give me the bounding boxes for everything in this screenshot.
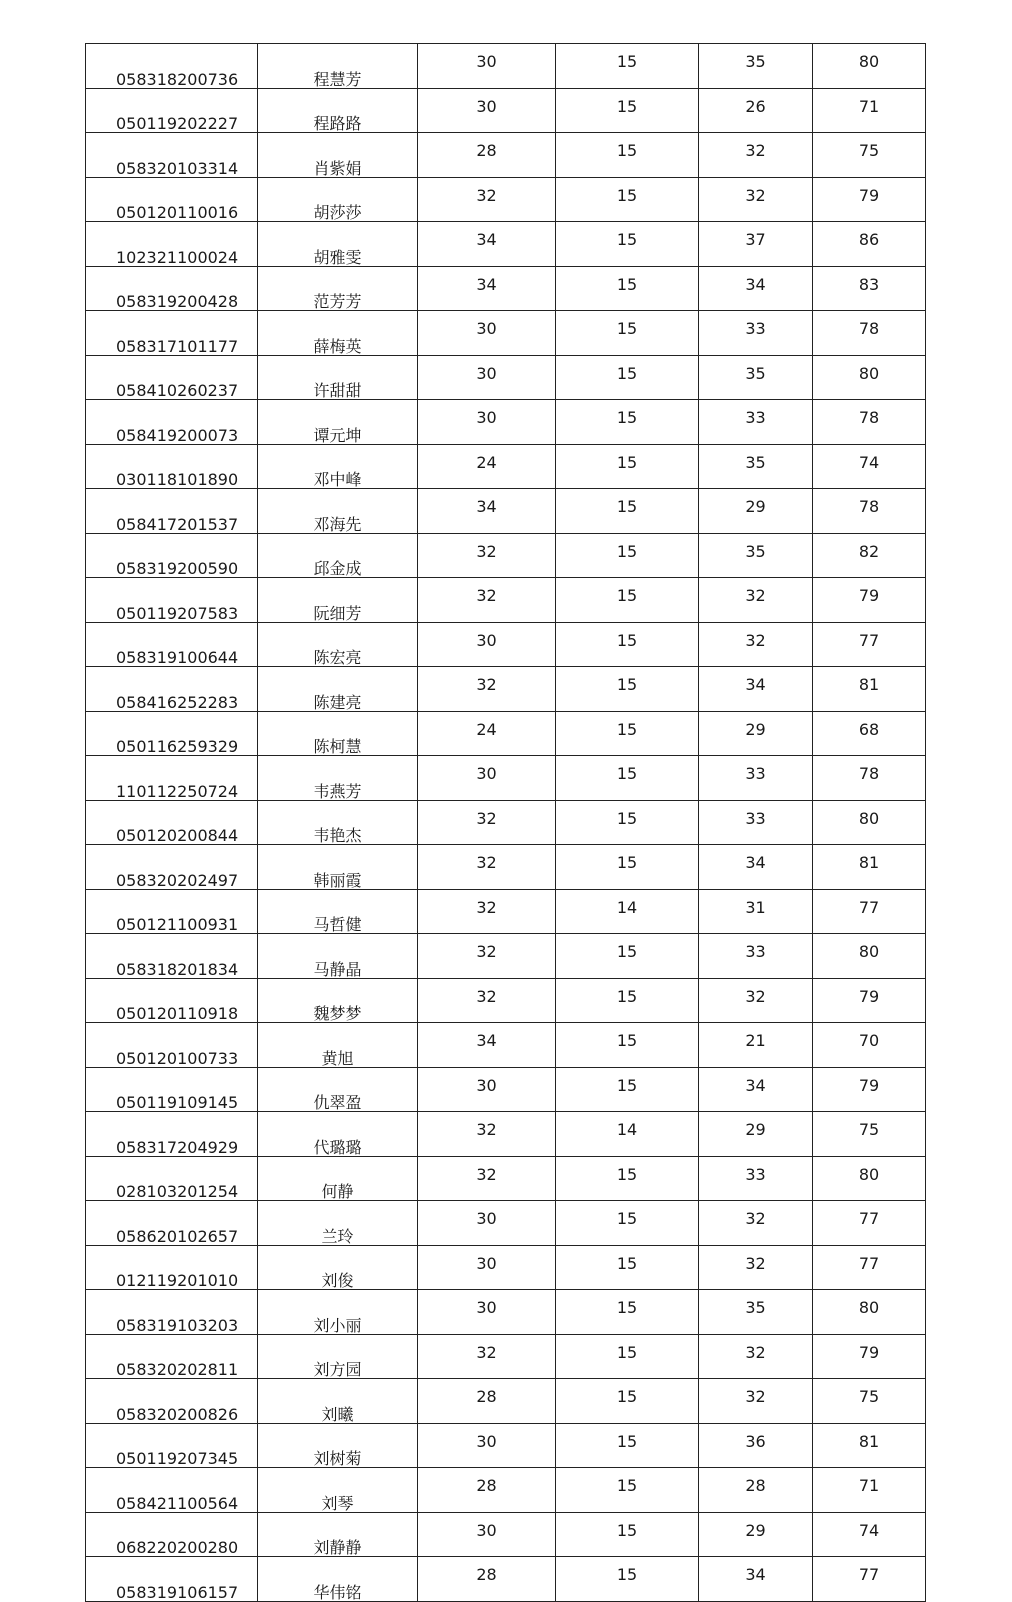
candidate-id-cell: 058416252283 [86,667,258,712]
table-row [86,1245,926,1290]
score-3-cell: 29 [699,711,813,756]
score-2-cell: 15 [556,711,699,756]
candidate-id-cell: 050121100931 [86,889,258,934]
score-3-cell: 33 [699,311,813,356]
score-3-cell: 35 [699,44,813,89]
score-1-cell: 32 [418,1334,556,1379]
candidate-id-cell: 050119207345 [86,1423,258,1468]
table-row [86,1290,926,1335]
score-3-cell: 34 [699,266,813,311]
table-row [86,667,926,712]
total-score-cell: 80 [813,1290,926,1335]
score-3-cell: 32 [699,177,813,222]
total-score-cell: 79 [813,578,926,623]
candidate-name-cell: 华伟铭 [258,1557,418,1602]
score-1-cell: 34 [418,1023,556,1068]
candidate-id-cell: 058320200826 [86,1379,258,1424]
score-1-cell: 34 [418,489,556,534]
table-row [86,444,926,489]
candidate-name-cell: 马静晶 [258,934,418,979]
candidate-id-cell: 058421100564 [86,1468,258,1513]
candidate-id-cell: 058620102657 [86,1201,258,1246]
score-2-cell: 15 [556,1156,699,1201]
candidate-name-cell: 许甜甜 [258,355,418,400]
score-table-body [86,44,926,1602]
candidate-id-cell: 058317204929 [86,1112,258,1157]
table-row [86,266,926,311]
candidate-id-cell: 058410260237 [86,355,258,400]
score-2-cell: 15 [556,444,699,489]
score-3-cell: 33 [699,400,813,445]
candidate-name-cell: 魏梦梦 [258,978,418,1023]
table-row [86,800,926,845]
score-3-cell: 36 [699,1423,813,1468]
score-2-cell: 15 [556,1245,699,1290]
candidate-name-cell: 韩丽霞 [258,845,418,890]
score-2-cell: 15 [556,311,699,356]
total-score-cell: 78 [813,489,926,534]
score-1-cell: 32 [418,533,556,578]
score-2-cell: 15 [556,1067,699,1112]
table-row [86,578,926,623]
candidate-name-cell: 陈柯慧 [258,711,418,756]
score-3-cell: 32 [699,1245,813,1290]
table-row [86,88,926,133]
score-1-cell: 30 [418,355,556,400]
table-row [86,1379,926,1424]
table-row [86,44,926,89]
total-score-cell: 82 [813,533,926,578]
candidate-name-cell: 胡莎莎 [258,177,418,222]
table-row [86,845,926,890]
total-score-cell: 74 [813,1512,926,1557]
total-score-cell: 81 [813,667,926,712]
table-row [86,311,926,356]
table-row [86,1201,926,1246]
candidate-id-cell: 050120100733 [86,1023,258,1068]
candidate-name-cell: 刘琴 [258,1468,418,1513]
score-1-cell: 32 [418,1156,556,1201]
score-2-cell: 15 [556,1468,699,1513]
total-score-cell: 75 [813,1112,926,1157]
score-table [85,43,926,1602]
total-score-cell: 75 [813,133,926,178]
score-2-cell: 15 [556,1334,699,1379]
table-row [86,1067,926,1112]
candidate-id-cell: 050120110918 [86,978,258,1023]
score-1-cell: 24 [418,444,556,489]
score-2-cell: 15 [556,1512,699,1557]
score-3-cell: 33 [699,800,813,845]
total-score-cell: 77 [813,1245,926,1290]
score-1-cell: 32 [418,667,556,712]
table-row [86,1156,926,1201]
score-2-cell: 15 [556,489,699,534]
candidate-id-cell: 030118101890 [86,444,258,489]
table-row [86,1423,926,1468]
total-score-cell: 68 [813,711,926,756]
candidate-id-cell: 058320103314 [86,133,258,178]
candidate-name-cell: 范芳芳 [258,266,418,311]
table-row [86,978,926,1023]
table-row [86,177,926,222]
table-row [86,1112,926,1157]
candidate-name-cell: 黄旭 [258,1023,418,1068]
table-row [86,1557,926,1602]
total-score-cell: 75 [813,1379,926,1424]
score-3-cell: 35 [699,1290,813,1335]
score-1-cell: 28 [418,1468,556,1513]
score-3-cell: 37 [699,222,813,267]
total-score-cell: 74 [813,444,926,489]
candidate-name-cell: 刘小丽 [258,1290,418,1335]
score-3-cell: 29 [699,1112,813,1157]
candidate-name-cell: 韦燕芳 [258,756,418,801]
candidate-name-cell: 肖紫娟 [258,133,418,178]
candidate-id-cell: 058419200073 [86,400,258,445]
score-2-cell: 15 [556,266,699,311]
candidate-name-cell: 仇翠盈 [258,1067,418,1112]
total-score-cell: 80 [813,355,926,400]
score-1-cell: 32 [418,1112,556,1157]
score-2-cell: 15 [556,1423,699,1468]
score-1-cell: 30 [418,1423,556,1468]
table-row [86,889,926,934]
candidate-id-cell: 050119207583 [86,578,258,623]
score-3-cell: 28 [699,1468,813,1513]
score-1-cell: 34 [418,266,556,311]
score-2-cell: 15 [556,133,699,178]
score-2-cell: 15 [556,934,699,979]
score-3-cell: 32 [699,622,813,667]
score-1-cell: 24 [418,711,556,756]
total-score-cell: 71 [813,88,926,133]
table-row [86,622,926,667]
table-row [86,1468,926,1513]
score-1-cell: 32 [418,934,556,979]
candidate-id-cell: 050120200844 [86,800,258,845]
candidate-id-cell: 058319200428 [86,266,258,311]
score-2-cell: 15 [556,667,699,712]
candidate-id-cell: 058319103203 [86,1290,258,1335]
table-row [86,533,926,578]
total-score-cell: 70 [813,1023,926,1068]
candidate-name-cell: 薛梅英 [258,311,418,356]
score-3-cell: 34 [699,1557,813,1602]
candidate-name-cell: 邓海先 [258,489,418,534]
candidate-id-cell: 058319106157 [86,1557,258,1602]
total-score-cell: 79 [813,1334,926,1379]
score-3-cell: 21 [699,1023,813,1068]
score-1-cell: 30 [418,1512,556,1557]
total-score-cell: 80 [813,1156,926,1201]
score-1-cell: 28 [418,1557,556,1602]
total-score-cell: 79 [813,1067,926,1112]
score-1-cell: 32 [418,578,556,623]
total-score-cell: 80 [813,800,926,845]
total-score-cell: 86 [813,222,926,267]
score-1-cell: 28 [418,1379,556,1424]
candidate-name-cell: 代璐璐 [258,1112,418,1157]
total-score-cell: 77 [813,622,926,667]
candidate-id-cell: 058320202811 [86,1334,258,1379]
score-1-cell: 30 [418,311,556,356]
total-score-cell: 81 [813,845,926,890]
candidate-id-cell: 058319100644 [86,622,258,667]
table-row [86,1334,926,1379]
candidate-name-cell: 阮细芳 [258,578,418,623]
score-1-cell: 28 [418,133,556,178]
total-score-cell: 83 [813,266,926,311]
score-3-cell: 32 [699,133,813,178]
score-3-cell: 29 [699,1512,813,1557]
score-1-cell: 32 [418,889,556,934]
score-3-cell: 34 [699,1067,813,1112]
score-3-cell: 32 [699,1334,813,1379]
score-3-cell: 26 [699,88,813,133]
score-3-cell: 33 [699,756,813,801]
score-1-cell: 30 [418,622,556,667]
score-1-cell: 32 [418,978,556,1023]
score-2-cell: 15 [556,222,699,267]
candidate-name-cell: 刘曦 [258,1379,418,1424]
candidate-name-cell: 胡雅雯 [258,222,418,267]
candidate-name-cell: 何静 [258,1156,418,1201]
candidate-id-cell: 102321100024 [86,222,258,267]
total-score-cell: 80 [813,44,926,89]
score-2-cell: 15 [556,1379,699,1424]
candidate-id-cell: 050119202227 [86,88,258,133]
total-score-cell: 77 [813,889,926,934]
candidate-id-cell: 110112250724 [86,756,258,801]
score-3-cell: 32 [699,1201,813,1246]
score-2-cell: 15 [556,756,699,801]
total-score-cell: 79 [813,978,926,1023]
candidate-name-cell: 程路路 [258,88,418,133]
candidate-id-cell: 012119201010 [86,1245,258,1290]
score-2-cell: 14 [556,1112,699,1157]
score-3-cell: 33 [699,1156,813,1201]
table-row [86,1023,926,1068]
score-2-cell: 15 [556,1201,699,1246]
candidate-name-cell: 刘俊 [258,1245,418,1290]
candidate-name-cell: 谭元坤 [258,400,418,445]
total-score-cell: 77 [813,1201,926,1246]
table-row [86,1512,926,1557]
candidate-name-cell: 陈宏亮 [258,622,418,667]
score-2-cell: 15 [556,800,699,845]
candidate-id-cell: 050116259329 [86,711,258,756]
candidate-name-cell: 刘静静 [258,1512,418,1557]
score-1-cell: 32 [418,845,556,890]
candidate-name-cell: 刘树菊 [258,1423,418,1468]
candidate-id-cell: 050119109145 [86,1067,258,1112]
candidate-id-cell: 058417201537 [86,489,258,534]
candidate-id-cell: 058319200590 [86,533,258,578]
table-row [86,489,926,534]
score-3-cell: 34 [699,667,813,712]
score-3-cell: 32 [699,978,813,1023]
score-2-cell: 15 [556,622,699,667]
score-2-cell: 15 [556,1023,699,1068]
score-3-cell: 29 [699,489,813,534]
table-row [86,934,926,979]
total-score-cell: 81 [813,1423,926,1468]
score-2-cell: 15 [556,1557,699,1602]
score-1-cell: 34 [418,222,556,267]
score-3-cell: 32 [699,1379,813,1424]
table-row [86,355,926,400]
candidate-name-cell: 邱金成 [258,533,418,578]
score-2-cell: 15 [556,1290,699,1335]
total-score-cell: 77 [813,1557,926,1602]
candidate-name-cell: 邓中峰 [258,444,418,489]
score-3-cell: 35 [699,533,813,578]
candidate-name-cell: 韦艳杰 [258,800,418,845]
score-1-cell: 30 [418,1290,556,1335]
score-1-cell: 30 [418,400,556,445]
score-1-cell: 30 [418,44,556,89]
score-3-cell: 35 [699,444,813,489]
candidate-id-cell: 050120110016 [86,177,258,222]
score-3-cell: 35 [699,355,813,400]
score-2-cell: 15 [556,177,699,222]
total-score-cell: 71 [813,1468,926,1513]
table-row [86,133,926,178]
score-2-cell: 15 [556,44,699,89]
candidate-name-cell: 程慧芳 [258,44,418,89]
score-1-cell: 30 [418,88,556,133]
total-score-cell: 78 [813,756,926,801]
score-3-cell: 32 [699,578,813,623]
candidate-name-cell: 刘方园 [258,1334,418,1379]
score-3-cell: 33 [699,934,813,979]
total-score-cell: 79 [813,177,926,222]
candidate-name-cell: 陈建亮 [258,667,418,712]
candidate-id-cell: 058320202497 [86,845,258,890]
total-score-cell: 80 [813,934,926,979]
table-row [86,222,926,267]
score-1-cell: 30 [418,756,556,801]
total-score-cell: 78 [813,400,926,445]
candidate-name-cell: 兰玲 [258,1201,418,1246]
candidate-id-cell: 028103201254 [86,1156,258,1201]
score-2-cell: 15 [556,578,699,623]
score-1-cell: 30 [418,1067,556,1112]
candidate-id-cell: 058317101177 [86,311,258,356]
score-2-cell: 14 [556,889,699,934]
score-2-cell: 15 [556,400,699,445]
table-row [86,711,926,756]
score-1-cell: 32 [418,177,556,222]
candidate-id-cell: 068220200280 [86,1512,258,1557]
score-2-cell: 15 [556,978,699,1023]
score-2-cell: 15 [556,533,699,578]
total-score-cell: 78 [813,311,926,356]
score-2-cell: 15 [556,88,699,133]
score-1-cell: 32 [418,800,556,845]
score-3-cell: 31 [699,889,813,934]
score-1-cell: 30 [418,1245,556,1290]
score-3-cell: 34 [699,845,813,890]
table-row [86,756,926,801]
score-2-cell: 15 [556,845,699,890]
score-2-cell: 15 [556,355,699,400]
score-1-cell: 30 [418,1201,556,1246]
candidate-id-cell: 058318200736 [86,44,258,89]
candidate-name-cell: 马哲健 [258,889,418,934]
table-row [86,400,926,445]
candidate-id-cell: 058318201834 [86,934,258,979]
